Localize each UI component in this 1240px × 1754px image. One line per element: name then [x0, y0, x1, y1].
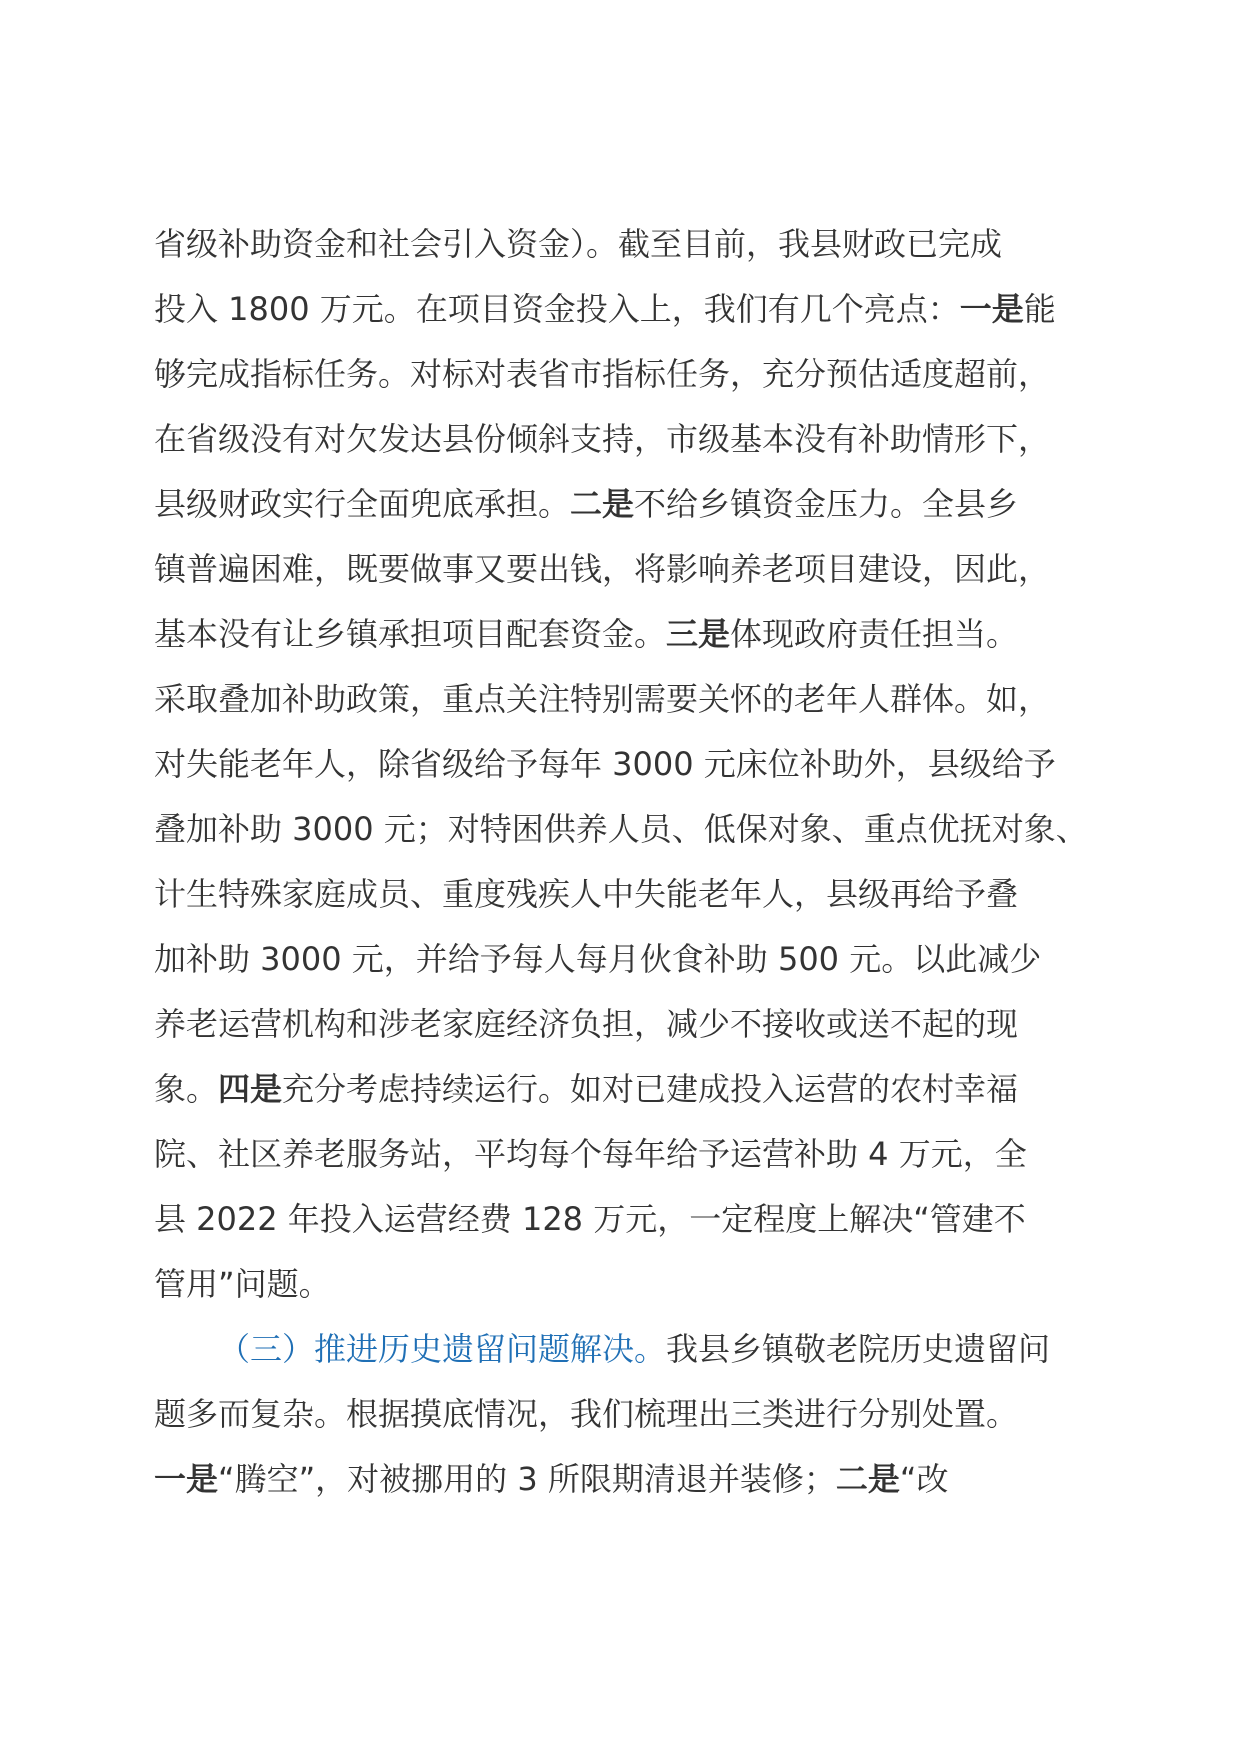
paragraph-line: 一是“腾空”，对被挪用的 3 所限期清退并装修；二是“改 — [154, 1460, 949, 1498]
paragraph-line: 在省级没有对欠发达县份倾斜支持，市级基本没有补助情形下， — [154, 420, 1051, 458]
paragraph-line: 养老运营机构和涉老家庭经济负担，减少不接收或送不起的现 — [154, 1005, 1019, 1043]
paragraph-line: 县级财政实行全面兜底承担。二是不给乡镇资金压力。全县乡 — [154, 485, 1019, 523]
paragraph-line: 叠加补助 3000 元；对特困供养人员、低保对象、重点优抚对象、 — [154, 810, 1088, 848]
paragraph-line: 计生特殊家庭成员、重度残疾人中失能老年人，县级再给予叠 — [154, 875, 1019, 913]
emphasis-label: 二是 — [835, 1460, 900, 1498]
paragraph-line: 对失能老年人，除省级给予每年 3000 元床位补助外，县级给予 — [154, 745, 1056, 783]
emphasis-label: 一是 — [959, 290, 1024, 328]
emphasis-label: 四是 — [218, 1070, 283, 1108]
paragraph-line: 采取叠加补助政策，重点关注特别需要关怀的老年人群体。如， — [154, 680, 1051, 718]
paragraph-line: 投入 1800 万元。在项目资金投入上，我们有几个亮点：一是能 — [154, 290, 1056, 328]
paragraph-line: 镇普遍困难，既要做事又要出钱，将影响养老项目建设，因此， — [154, 550, 1051, 588]
section-heading: （三）推进历史遗留问题解决。 — [218, 1330, 667, 1368]
paragraph-line: 县 2022 年投入运营经费 128 万元，一定程度上解决“管建不 — [154, 1200, 1026, 1238]
emphasis-label: 一是 — [154, 1460, 219, 1498]
paragraph-line: （三）推进历史遗留问题解决。我县乡镇敬老院历史遗留问 — [218, 1330, 1051, 1368]
paragraph-line: 管用”问题。 — [154, 1265, 331, 1303]
paragraph-line: 够完成指标任务。对标对表省市指标任务，充分预估适度超前， — [154, 355, 1051, 393]
emphasis-label: 二是 — [570, 485, 635, 523]
document-page — [154, 212, 1100, 1512]
emphasis-label: 三是 — [666, 615, 731, 653]
paragraph-line: 加补助 3000 元，并给予每人每月伙食补助 500 元。以此减少 — [154, 940, 1042, 978]
paragraph-line: 题多而复杂。根据摸底情况，我们梳理出三类进行分别处置。 — [154, 1395, 1019, 1433]
paragraph-line: 院、社区养老服务站，平均每个每年给予运营补助 4 万元，全 — [154, 1135, 1027, 1173]
paragraph-line: 省级补助资金和社会引入资金）。截至目前，我县财政已完成 — [154, 225, 1003, 263]
paragraph-line: 基本没有让乡镇承担项目配套资金。三是体现政府责任担当。 — [154, 615, 1019, 653]
paragraph-line: 象。四是充分考虑持续运行。如对已建成投入运营的农村幸福 — [154, 1070, 1019, 1108]
